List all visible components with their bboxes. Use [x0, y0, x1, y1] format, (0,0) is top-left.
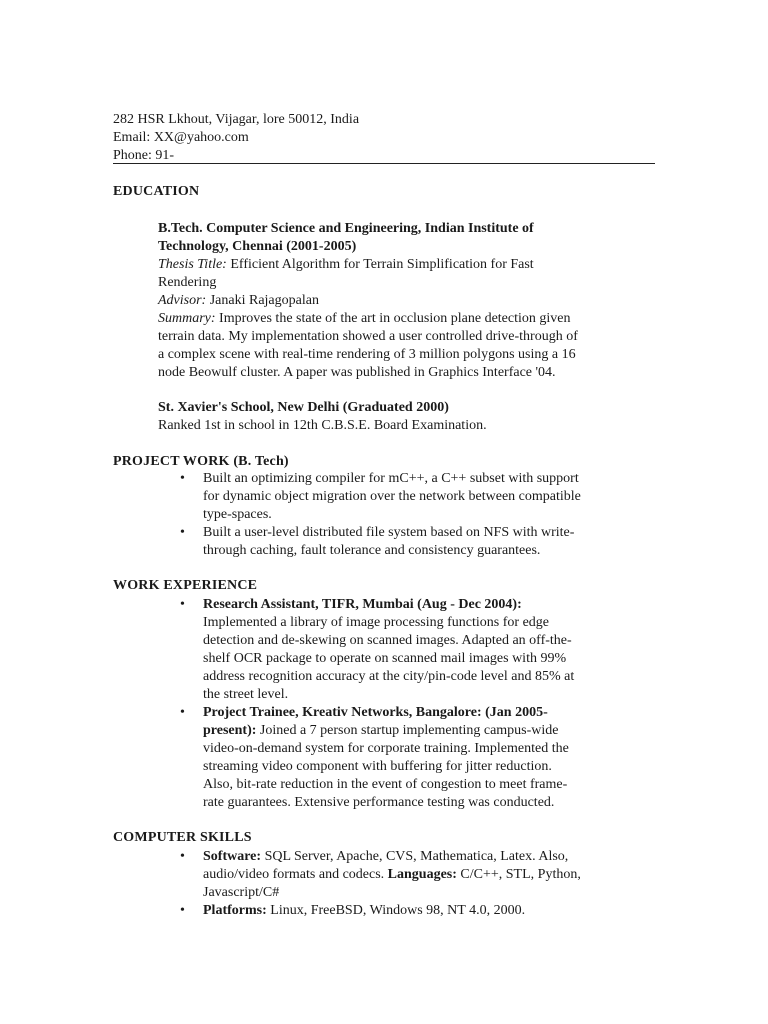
thesis-line-2: Rendering	[158, 275, 217, 290]
list-item	[175, 848, 615, 902]
summary-line-1	[158, 310, 618, 328]
job-1-heading: Research Assistant, TIFR, Mumbai (Aug - Dec 2004):	[203, 597, 522, 612]
work-experience-list	[175, 596, 615, 812]
languages-text: C/C++, STL, Python,	[460, 867, 581, 882]
job-1-line-3: shelf OCR package to operate on scanned mail images with 99%	[203, 651, 567, 666]
school-detail: Ranked 1st in school in 12th C.B.S.E. Board Examination.	[158, 418, 487, 433]
job-1-line-4: address recognition accuracy at the city/pin-code level and 85% at	[203, 669, 575, 684]
thesis-label: Thesis Title:	[158, 257, 227, 272]
software-text-1: SQL Server, Apache, CVS, Mathematica, Latex. Also,	[264, 849, 569, 864]
advisor-value: Janaki Rajagopalan	[209, 293, 319, 308]
phone-text: Phone: 91-	[113, 148, 175, 163]
contact-header	[113, 111, 655, 165]
education-heading: EDUCATION	[113, 184, 200, 199]
project-2-line-1: Built a user-level distributed file system based on NFS with write-	[203, 525, 575, 540]
summary-line-3: a complex scene with real-time rendering of 3 million polygons using a 16	[158, 347, 576, 362]
project-work-heading: PROJECT WORK (B. Tech)	[113, 454, 289, 469]
thesis-text-1: Efficient Algorithm for Terrain Simplification for Fast	[230, 257, 534, 272]
list-item	[175, 470, 615, 524]
computer-skills-heading: COMPUTER SKILLS	[113, 830, 252, 845]
address-text: 282 HSR Lkhout, Vijagar, lore 50012, India	[113, 112, 360, 127]
skills-platforms-line	[203, 902, 615, 920]
software-label: Software:	[203, 849, 262, 864]
advisor-line	[158, 292, 618, 310]
education-degree-block	[158, 220, 618, 382]
platforms-text: Linux, FreeBSD, Windows 98, NT 4.0, 2000.	[270, 903, 526, 918]
bullet-icon: •	[180, 597, 185, 612]
project-1-line-2: for dynamic object migration over the network between compatible	[203, 489, 581, 504]
list-item	[175, 902, 615, 920]
job-1-line-2: detection and de-skewing on scanned images. Adapted an off-the-	[203, 633, 572, 648]
header-divider	[113, 163, 655, 164]
bullet-icon: •	[180, 849, 185, 864]
job-1-line-5: the street level.	[203, 687, 289, 702]
work-experience-heading: WORK EXPERIENCE	[113, 578, 258, 593]
summary-line-2: terrain data. My implementation showed a user controlled drive-through of	[158, 329, 578, 344]
platforms-label: Platforms:	[203, 903, 267, 918]
project-1-line-1: Built an optimizing compiler for mC++, a C++ subset with support	[203, 471, 579, 486]
job-2-heading: Project Trainee, Kreativ Networks, Bangalore: (Jan 2005-	[203, 705, 548, 720]
project-work-list	[175, 470, 615, 560]
languages-label: Languages:	[387, 867, 457, 882]
education-school-block	[158, 399, 618, 435]
summary-label: Summary:	[158, 311, 216, 326]
degree-line-2: Technology, Chennai (2001-2005)	[158, 239, 357, 254]
job-2-line-4: Also, bit-rate reduction in the event of congestion to meet frame-	[203, 777, 568, 792]
job-2-line-1: Joined a 7 person startup implementing campus-wide	[259, 723, 559, 738]
list-item	[175, 524, 615, 560]
bullet-icon: •	[180, 525, 185, 540]
email-text: Email: XX@yahoo.com	[113, 130, 249, 145]
summary-text-1: Improves the state of the art in occlusion plane detection given	[219, 311, 571, 326]
job-2-heading-cont: present):	[203, 723, 257, 738]
list-item	[175, 704, 615, 812]
thesis-line-1	[158, 256, 618, 274]
advisor-label: Advisor:	[158, 293, 207, 308]
job-1-line-1: Implemented a library of image processing functions for edge	[203, 615, 549, 630]
job-2-line-5: rate guarantees. Extensive performance testing was conducted.	[203, 795, 555, 810]
computer-skills-list	[175, 848, 615, 920]
school-name: St. Xavier's School, New Delhi (Graduated 2000)	[158, 400, 449, 415]
skills-software-line-2	[203, 866, 615, 884]
job-2-line-3: streaming video component with buffering for jitter reduction.	[203, 759, 552, 774]
bullet-icon: •	[180, 903, 185, 918]
job-2-line-2: video-on-demand system for corporate training. Implemented the	[203, 741, 569, 756]
bullet-icon: •	[180, 471, 185, 486]
degree-line-1: B.Tech. Computer Science and Engineering, Indian Institute of	[158, 221, 534, 236]
summary-line-4: node Beowulf cluster. A paper was published in Graphics Interface '04.	[158, 365, 556, 380]
bullet-icon: •	[180, 705, 185, 720]
project-2-line-2: through caching, fault tolerance and consistency guarantees.	[203, 543, 541, 558]
skills-software-line-3: Javascript/C#	[203, 885, 280, 900]
software-text-2: audio/video formats and codecs.	[203, 867, 385, 882]
list-item	[175, 596, 615, 704]
skills-software-line-1	[203, 848, 615, 866]
job-2-heading-line-2	[203, 722, 615, 740]
project-1-line-3: type-spaces.	[203, 507, 272, 522]
